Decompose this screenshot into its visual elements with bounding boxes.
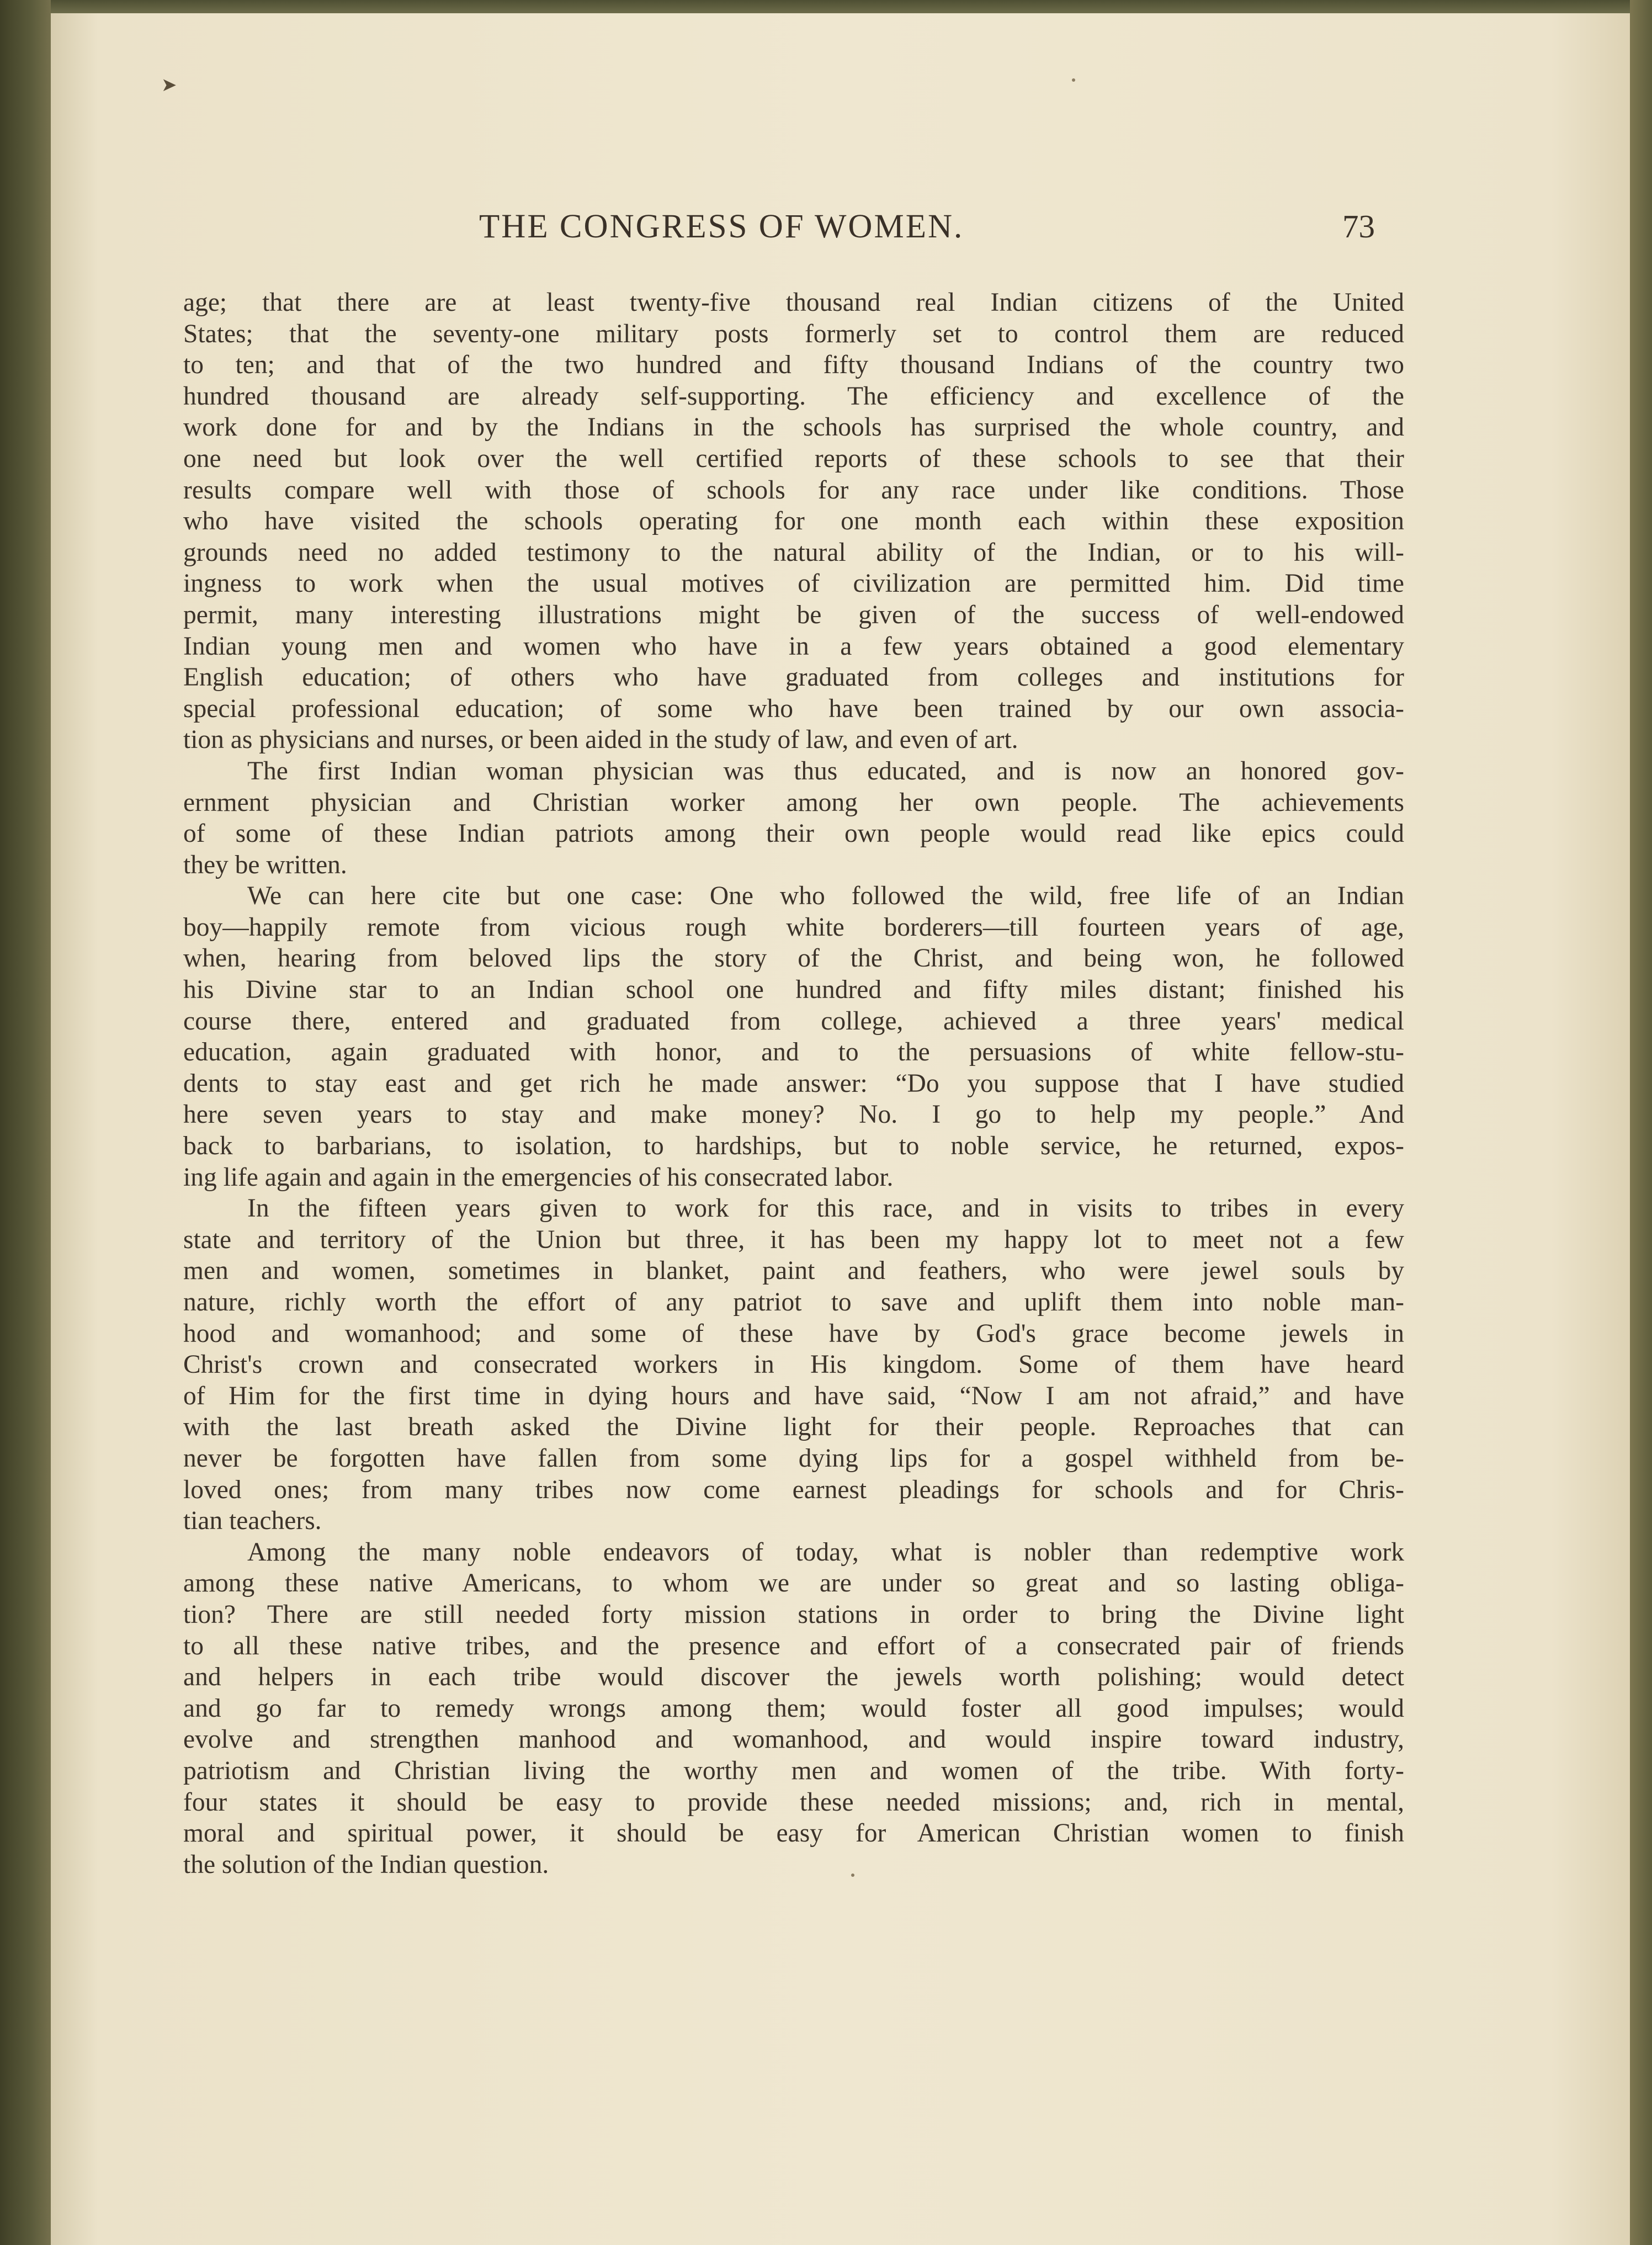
text-line: ingness to work when the usual motives of civilization are permitted him. Did time	[183, 569, 1404, 598]
text-line: English education; of others who have graduated from colleges and institutions for	[183, 663, 1404, 692]
text-line: age; that there are at least twenty-five thousand real Indian citizens of the United	[183, 288, 1404, 317]
text-line: States; that the seventy-one military posts formerly set to control them are reduced	[183, 319, 1404, 348]
text-line: four states it should be easy to provide these needed missions; and, rich in mental,	[183, 1787, 1404, 1817]
text-line: back to barbarians, to isolation, to hardships, but to noble service, he returned, expos-	[183, 1132, 1404, 1161]
page-number: 73	[1342, 208, 1375, 245]
text-line: and go far to remedy wrongs among them; would foster all good impulses; would	[183, 1694, 1404, 1723]
text-line: the solution of the Indian question.	[183, 1850, 549, 1879]
text-line: ing life again and again in the emergencies of his consecrated labor.	[183, 1163, 894, 1192]
text-line: Among the many noble endeavors of today, what is nobler than redemptive work	[247, 1537, 1404, 1567]
text-line: loved ones; from many tribes now come earnest pleadings for schools and for Chris-	[183, 1475, 1404, 1504]
text-line: nature, richly worth the effort of any patriot to save and uplift them into noble man-	[183, 1288, 1404, 1317]
text-line: to all these native tribes, and the presence and effort of a consecrated pair of friends	[183, 1631, 1404, 1660]
text-line: In the fifteen years given to work for this race, and in visits to tribes in every	[247, 1194, 1404, 1223]
pencil-mark-icon: ➤	[161, 75, 177, 95]
text-line: tion? There are still needed forty mission stations in order to bring the Divine light	[183, 1600, 1404, 1629]
text-line: hundred thousand are already self-supporting. The efficiency and excellence of the	[183, 381, 1404, 411]
text-line: they be written.	[183, 850, 347, 879]
text-line: of some of these Indian patriots among their own people would read like epics could	[183, 819, 1404, 848]
text-line: here seven years to stay and make money? No. I go to help my people.” And	[183, 1100, 1404, 1129]
text-line: tian teachers.	[183, 1506, 322, 1536]
paper-speck	[1072, 78, 1075, 82]
text-line: one need but look over the well certified reports of these schools to see that their	[183, 444, 1404, 473]
text-line: state and territory of the Union but three, it has been my happy lot to meet not a few	[183, 1225, 1404, 1254]
text-line: moral and spiritual power, it should be easy for American Christian women to finish	[183, 1819, 1404, 1848]
text-line: patriotism and Christian living the worthy men and women of the tribe. With forty-	[183, 1756, 1404, 1785]
text-line: hood and womanhood; and some of these have by God's grace become jewels in	[183, 1319, 1404, 1348]
text-line: We can here cite but one case: One who followed the wild, free life of an Indian	[247, 882, 1404, 911]
text-line: among these native Americans, to whom we are under so great and so lasting obliga-	[183, 1569, 1404, 1598]
text-line: ernment physician and Christian worker among her own people. The achievements	[183, 788, 1404, 817]
book-cover-top-edge	[0, 0, 1652, 13]
text-line: boy—happily remote from vicious rough white borderers—till fourteen years of age,	[183, 912, 1404, 942]
text-line: results compare well with those of schools for any race under like conditions. Those	[183, 475, 1404, 505]
running-title: THE CONGRESS OF WOMEN.	[479, 208, 964, 245]
text-line: to ten; and that of the two hundred and fifty thousand Indians of the country two	[183, 351, 1404, 380]
text-line: education, again graduated with honor, and to the persuasions of white fellow-stu-	[183, 1038, 1404, 1067]
text-line: work done for and by the Indians in the schools has surprised the whole country, and	[183, 413, 1404, 442]
text-line: with the last breath asked the Divine light for their people. Reproaches that can	[183, 1413, 1404, 1442]
text-line: never be forgotten have fallen from some dying lips for a gospel withheld from be-	[183, 1443, 1404, 1473]
text-line: his Divine star to an Indian school one hundred and fifty miles distant; finished his	[183, 975, 1404, 1005]
text-line: grounds need no added testimony to the natural ability of the Indian, or to his will-	[183, 538, 1404, 567]
text-line: of Him for the first time in dying hours and have said, “Now I am not afraid,” and have	[183, 1381, 1404, 1410]
text-line: special professional education; of some who have been trained by our own associa-	[183, 694, 1404, 723]
text-line: evolve and strengthen manhood and womanhood, and would inspire toward industry,	[183, 1725, 1404, 1754]
text-line: men and women, sometimes in blanket, paint and feathers, who were jewel souls by	[183, 1256, 1404, 1286]
text-line: course there, entered and graduated from college, achieved a three years' medical	[183, 1006, 1404, 1036]
text-line: tion as physicians and nurses, or been aided in the study of law, and even of art.	[183, 725, 1018, 755]
text-line: The first Indian woman physician was thus educated, and is now an honored gov-	[247, 756, 1404, 786]
book-cover-right-edge	[1630, 0, 1652, 2245]
text-line: when, hearing from beloved lips the story of the Christ, and being won, he followed	[183, 944, 1404, 973]
text-line: Christ's crown and consecrated workers in His kingdom. Some of them have heard	[183, 1350, 1404, 1379]
book-cover-left-edge	[0, 0, 51, 2245]
text-line: and helpers in each tribe would discover the jewels worth polishing; would detect	[183, 1663, 1404, 1692]
body-text	[183, 287, 1404, 1880]
text-line: dents to stay east and get rich he made answer: “Do you suppose that I have studied	[183, 1069, 1404, 1098]
text-line: Indian young men and women who have in a few years obtained a good elementary	[183, 631, 1404, 661]
text-line: permit, many interesting illustrations might be given of the success of well-endowed	[183, 600, 1404, 629]
text-line: who have visited the schools operating for one month each within these exposition	[183, 507, 1404, 536]
